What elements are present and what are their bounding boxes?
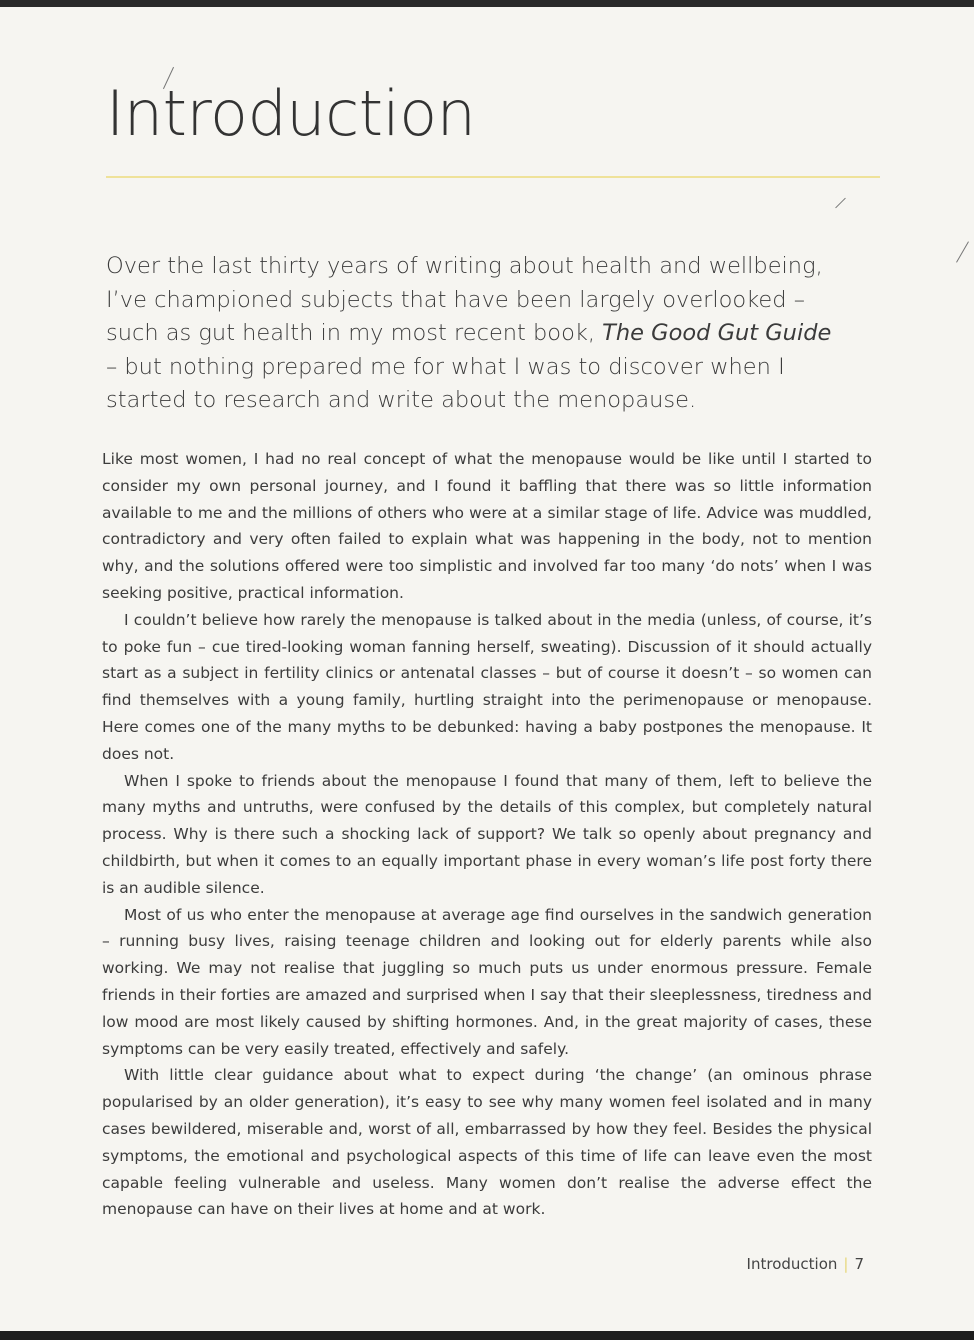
page-bottom-edge [0,1331,974,1340]
page-number: 7 [854,1255,864,1273]
intro-text-after: – but nothing prepared me for what I was to discover when I started to research and write about the menopause. [106,353,785,413]
intro-paragraph [106,250,836,418]
footer-separator: | [843,1255,849,1273]
page-top-edge [0,0,974,7]
page-footer [747,1255,864,1273]
body-paragraph: When I spoke to friends about the menopause I found that many of them, left to believe the many myths and untruths, were confused by the details of this complex, but completely natural process. Why is there such a shocking lack of support? We talk so openly about pregnancy and childbirth, but when it comes to an equally important phase in every woman’s life post forty there is an audible silence. [102,771,872,897]
page-title: Introduction [106,77,476,150]
footer-section-name: Introduction [746,1255,838,1273]
title-underline [106,176,880,178]
scan-mark [835,198,846,209]
body-paragraph: Most of us who enter the menopause at average age find ourselves in the sandwich generation – running busy lives, raising teenage children and looking out for elderly parents while also working. We may not realise that juggling so much puts us under enormous pressure. Female friends in their forties are amazed and surprised when I say that their sleeplessness, tiredness and low mood are most likely caused by shifting hormones. And, in the great majority of cases, these symptoms can be very easily treated, effectively and safely. [102,905,872,1058]
body-paragraph: I couldn’t believe how rarely the menopause is talked about in the media (unless, of course, it’s to poke fun – cue tired-looking woman fanning herself, sweating). Discussion of it should actually start as a subject in fertility clinics or antenatal classes – but of course it doesn’t – so women can find themselves with a young family, hurtling straight into the perimenopause or menopause. Here comes one of the many myths to be debunked: having a baby postpones the menopause. It does not. [102,610,872,763]
body-text [102,446,872,1223]
intro-text-before: Over the last thirty years of writing about health and wellbeing, I’ve championed subjects that have been largely overlooked – such as gut health in my most recent book, [106,253,823,346]
book-title: The Good Gut Guide [602,320,832,346]
body-paragraph: With little clear guidance about what to expect during ‘the change’ (an ominous phrase popularised by an older generation), it’s easy to see why many women feel isolated and in many cases bewildered, miserable and, worst of all, embarrassed by how they feel. Besides the physical symptoms, the emotional and psychological aspects of this time of life can leave even the most capable feeling vulnerable and useless. Many women don’t realise the adverse effect the menopause can have on their lives at home and at work. [102,1066,872,1219]
scan-mark [956,241,969,262]
body-paragraph: Like most women, I had no real concept of what the menopause would be like until I started to consider my own personal journey, and I found it baffling that there was so little information available to me and the millions of others who were at a similar stage of life. Advice was muddled, contradictory and very often failed to explain what was happening in the body, not to mention why, and the solutions offered were too simplistic and involved far too many ‘do nots’ when I was seeking positive, practical information. [102,450,872,602]
